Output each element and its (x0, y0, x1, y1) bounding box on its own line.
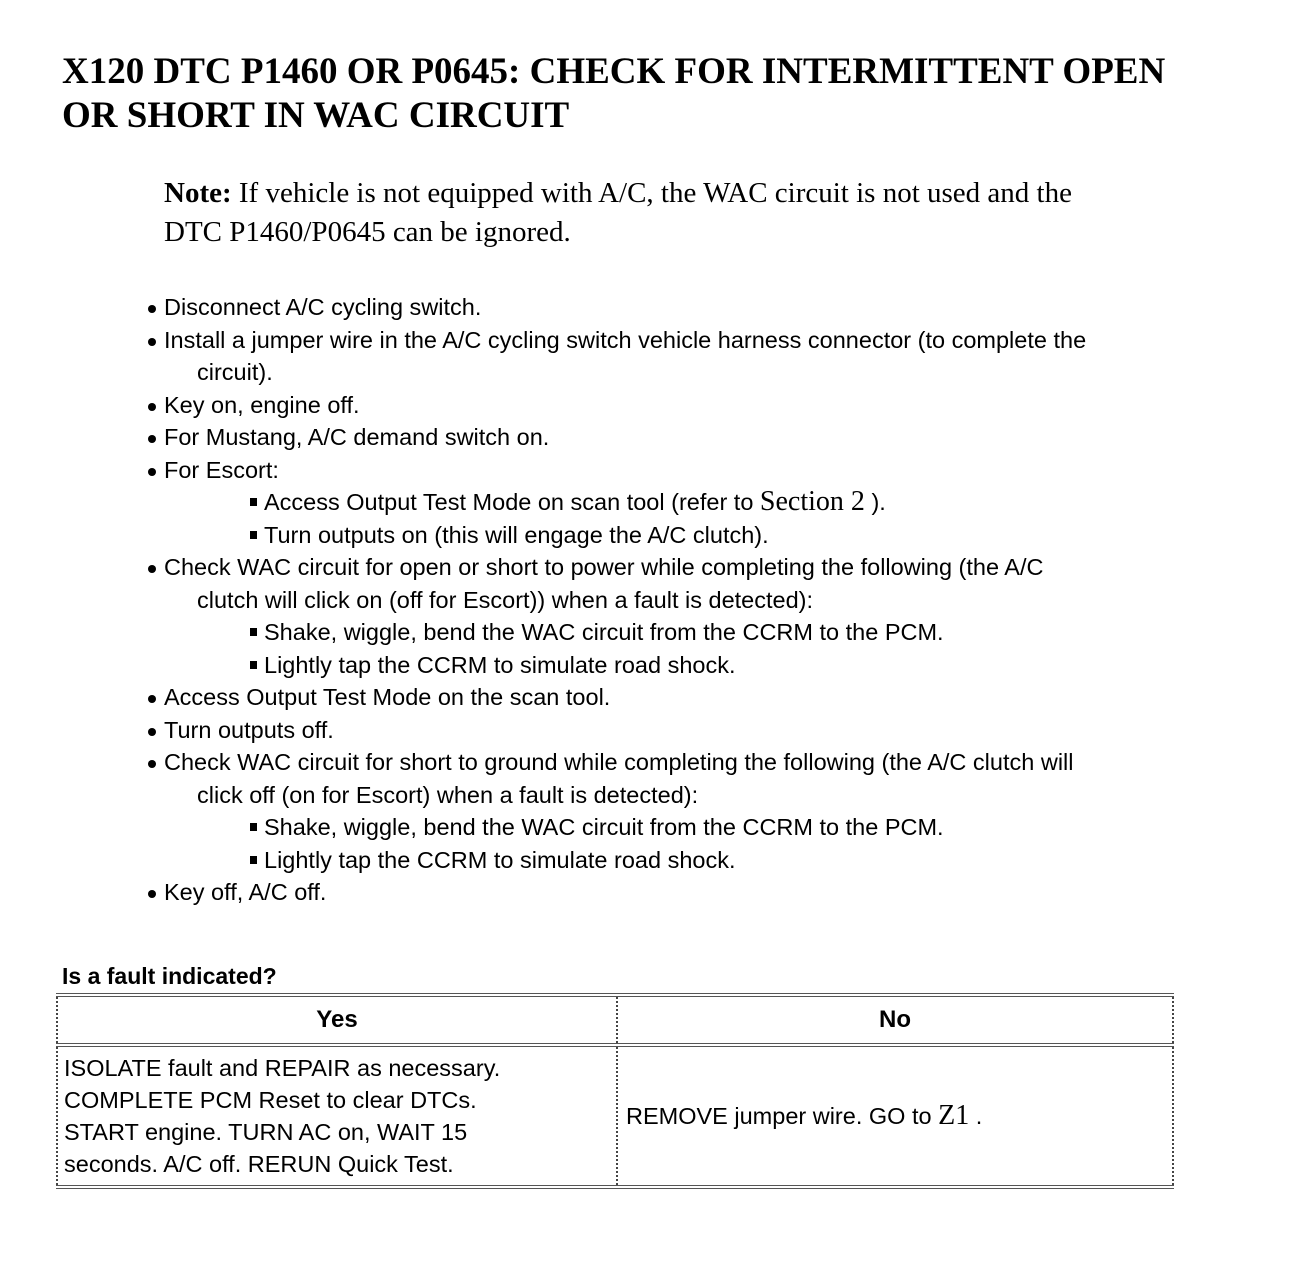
result-table (56, 993, 1174, 1189)
z1-link[interactable]: Z1 (938, 1100, 970, 1131)
table-row (57, 1045, 1173, 1187)
step-text: Turn outputs off. (164, 716, 334, 743)
no-action-cell (617, 1045, 1173, 1187)
substep-access-output-test (146, 486, 1286, 519)
procedure-steps (146, 291, 1286, 909)
step-text: Access Output Test Mode on the scan tool. (164, 684, 611, 710)
step-text-continued: circuit). (197, 359, 273, 385)
title-line-2: OR SHORT IN WAC CIRCUIT (62, 95, 570, 136)
substep-tap-ccrm (146, 844, 1286, 877)
page-title (62, 50, 1282, 138)
yes-line-1: ISOLATE fault and REPAIR as necessary. (64, 1055, 501, 1081)
title-line-1: X120 DTC P1460 OR P0645: CHECK FOR INTERMITTENT OPEN (62, 51, 1166, 92)
substep-text: Access Output Test Mode on scan tool (refer to (264, 489, 760, 515)
note-label: Note: (164, 177, 232, 209)
substep-text: Shake, wiggle, bend the WAC circuit from the CCRM to the PCM. (264, 619, 944, 645)
fault-question: Is a fault indicated? (62, 963, 277, 989)
step-outputs-off (146, 714, 1286, 747)
table-header-row (57, 995, 1173, 1045)
step-text: Key off, A/C off. (164, 879, 327, 905)
step-text: Install a jumper wire in the A/C cycling switch vehicle harness connector (to complete the (164, 326, 1087, 353)
step-text: Check WAC circuit for open or short to power while completing the following (the A/C (164, 554, 1044, 580)
note-block (164, 174, 1264, 252)
step-key-on (146, 389, 1286, 422)
note-line-1 (164, 174, 1264, 213)
step-for-escort (146, 454, 1286, 487)
substep-shake-wiggle (146, 811, 1286, 844)
yes-action-cell (57, 1045, 617, 1187)
yes-header: Yes (57, 995, 617, 1045)
step-text: Key on, engine off. (164, 391, 360, 418)
substep-tap-ccrm (146, 649, 1286, 682)
step-text-continued: clutch will click on (off for Escort)) when a fault is detected): (197, 586, 814, 613)
substep-text: Turn outputs on (this will engage the A/C clutch). (264, 521, 769, 548)
yes-line-4: seconds. A/C off. RERUN Quick Test. (64, 1151, 454, 1177)
note-text-2: DTC P1460/P0645 can be ignored. (164, 216, 571, 248)
no-action-text: REMOVE jumper wire. GO to (626, 1103, 939, 1129)
substep-text-end: ). (864, 489, 886, 515)
note-text-1: If vehicle is not equipped with A/C, the WAC circuit is not used and the (231, 177, 1072, 209)
step-text: Disconnect A/C cycling switch. (164, 294, 482, 320)
substep-text: Lightly tap the CCRM to simulate road shock. (264, 846, 736, 873)
yes-line-2: COMPLETE PCM Reset to clear DTCs. (64, 1087, 477, 1113)
step-check-short-ground (146, 746, 1286, 811)
section-2-link[interactable]: Section 2 (759, 486, 865, 517)
step-install-jumper (146, 324, 1286, 389)
substep-shake-wiggle (146, 616, 1286, 649)
no-header: No (617, 995, 1173, 1045)
yes-line-3: START engine. TURN AC on, WAIT 15 (64, 1119, 468, 1145)
step-text: For Escort: (164, 456, 279, 483)
substep-text: Lightly tap the CCRM to simulate road shock. (264, 651, 736, 678)
step-text: Check WAC circuit for short to ground while completing the following (the A/C clutch will (164, 749, 1074, 775)
substep-outputs-on (146, 519, 1286, 552)
substep-text: Shake, wiggle, bend the WAC circuit from the CCRM to the PCM. (264, 814, 944, 840)
step-mustang-demand (146, 421, 1286, 454)
step-disconnect-switch (146, 291, 1286, 324)
step-check-open-short-power (146, 551, 1286, 616)
step-text-continued: click off (on for Escort) when a fault is detected): (197, 781, 699, 808)
step-text: For Mustang, A/C demand switch on. (164, 424, 550, 450)
step-key-off (146, 876, 1286, 909)
step-access-output-test (146, 681, 1286, 714)
no-action-end: . (969, 1103, 983, 1129)
